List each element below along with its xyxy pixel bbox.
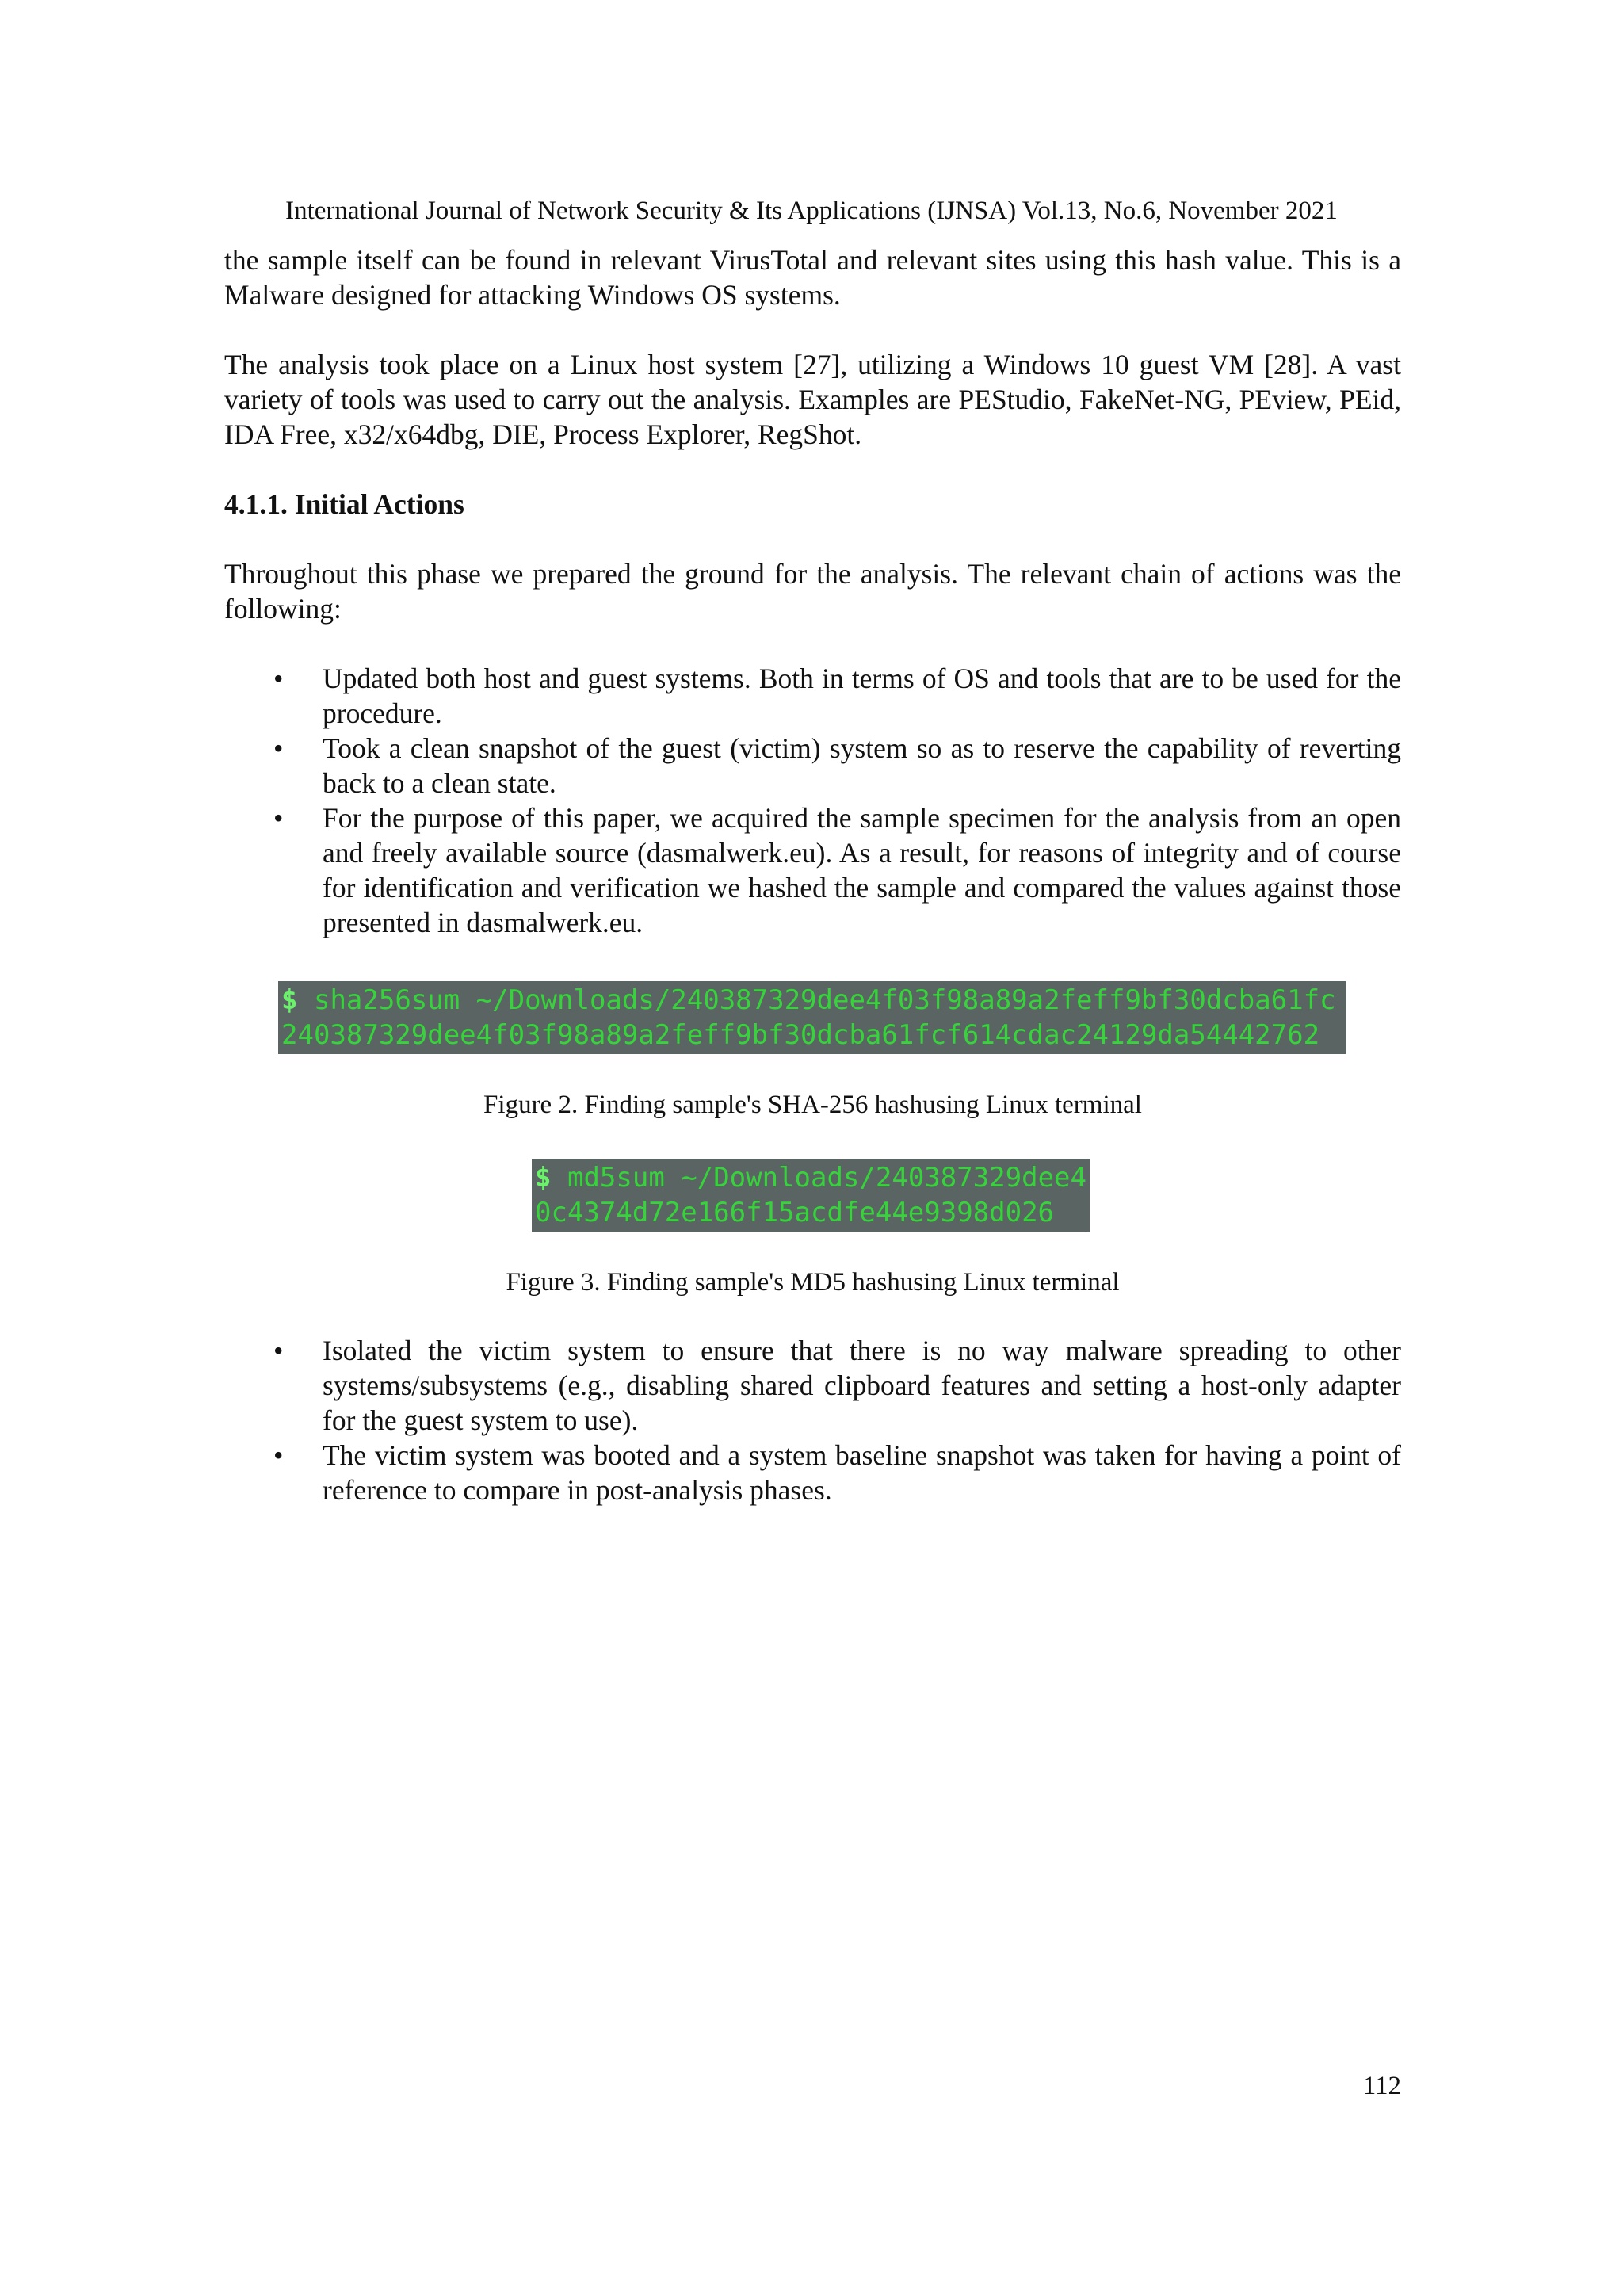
list-item-text: Updated both host and guest systems. Both in terms of OS and tools that are to be used for the procedure. bbox=[323, 663, 1401, 729]
figure-2-caption: Figure 2. Finding sample's SHA-256 hashusing Linux terminal bbox=[483, 1091, 1142, 1119]
running-header: International Journal of Network Security & Its Applications (IJNSA) Vol.13, No.6, November 2021 bbox=[285, 197, 1338, 225]
terminal-command: md5sum ~/Downloads/240387329dee4 bbox=[567, 1162, 1086, 1194]
figure-3-caption: Figure 3. Finding sample's MD5 hashusing Linux terminal bbox=[506, 1268, 1120, 1297]
list-item-text: Took a clean snapshot of the guest (victim) system so as to reserve the capability of reverting back to a clean state. bbox=[323, 732, 1401, 799]
terminal-command-line bbox=[281, 983, 1346, 1018]
terminal-prompt: $ bbox=[535, 1162, 552, 1194]
action-list-2 bbox=[224, 1333, 1401, 1507]
terminal-prompt: $ bbox=[281, 984, 298, 1016]
bullet-icon: • bbox=[273, 1439, 284, 1471]
section-heading: 4.1.1. Initial Actions bbox=[224, 488, 464, 520]
terminal-output: 0c4374d72e166f15acdfe44e9398d026 bbox=[535, 1197, 1055, 1228]
list-item bbox=[224, 1333, 1401, 1438]
list-item bbox=[224, 800, 1401, 940]
bullet-icon: • bbox=[273, 802, 284, 834]
bullet-icon: • bbox=[273, 663, 284, 694]
list-item-text: Isolated the victim system to ensure that there is no way malware spreading to other systems/subsystems (e.g., disabling shared clipboard features and setting a host-only adapter for the guest system to use). bbox=[323, 1335, 1401, 1436]
sha256-terminal-screenshot bbox=[278, 981, 1346, 1054]
paragraph-analysis-setup: The analysis took place on a Linux host system [27], utilizing a Windows 10 guest VM [28]. A vast variety of tools was used to carry out the analysis. Examples are PEStudio, FakeNet-NG, PEview, PEid, IDA Free, x32/x64dbg, DIE, Process Explorer, RegShot. bbox=[224, 349, 1401, 450]
bullet-icon: • bbox=[273, 732, 284, 764]
paragraph-phase-intro: Throughout this phase we prepared the ground for the analysis. The relevant chain of actions was the following: bbox=[224, 558, 1401, 625]
paragraph-sample-hash: the sample itself can be found in relevant VirusTotal and relevant sites using this hash value. This is a Malware designed for attacking Windows OS systems. bbox=[224, 244, 1401, 311]
terminal-output: 240387329dee4f03f98a89a2feff9bf30dcba61fcf614cdac24129da54442762 bbox=[281, 1019, 1320, 1051]
list-item-text: For the purpose of this paper, we acquired the sample specimen for the analysis from an open and freely available source (dasmalwerk.eu). As a result, for reasons of integrity and of course for identification and verification we hashed the sample and compared the values against those presented in dasmalwerk.eu. bbox=[323, 802, 1401, 938]
terminal-command-line bbox=[535, 1160, 1090, 1195]
page-body bbox=[224, 243, 1401, 1507]
list-item bbox=[224, 661, 1401, 731]
terminal-command: sha256sum ~/Downloads/240387329dee4f03f98a89a2feff9bf30dcba61fc bbox=[313, 984, 1336, 1016]
list-item bbox=[224, 731, 1401, 800]
list-item-text: The victim system was booted and a system baseline snapshot was taken for having a point of reference to compare in post-analysis phases. bbox=[323, 1439, 1401, 1506]
md5-terminal-screenshot bbox=[532, 1159, 1090, 1232]
bullet-icon: • bbox=[273, 1335, 284, 1366]
page-number: 112 bbox=[1362, 2072, 1401, 2100]
action-list-1 bbox=[224, 661, 1401, 940]
list-item bbox=[224, 1438, 1401, 1507]
